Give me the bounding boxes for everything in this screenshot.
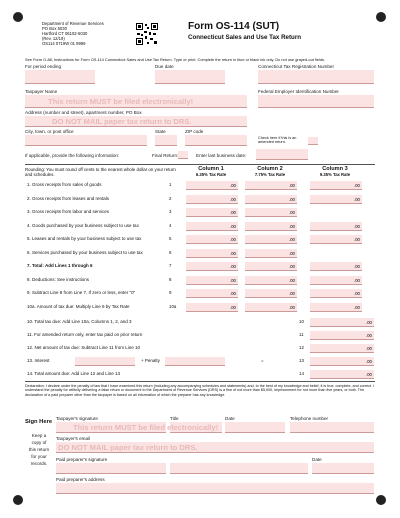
total-line-label: 11. For amended return only, enter tax paid on prior return bbox=[27, 332, 143, 337]
line-label: 8. Deductions: See instructions bbox=[27, 276, 90, 282]
line-amount-col-3[interactable] bbox=[310, 195, 362, 204]
total-line-number: 13 bbox=[299, 358, 304, 363]
line-amount-col-1[interactable] bbox=[186, 289, 238, 298]
zero-cents: .00 bbox=[288, 291, 295, 296]
line-label: 2. Gross receipts from leases and rentals bbox=[27, 195, 110, 201]
title-label: Title bbox=[170, 416, 179, 421]
registration-mark bbox=[13, 495, 23, 505]
form-title: Form OS-114 (SUT) bbox=[188, 21, 280, 32]
telephone-field[interactable] bbox=[290, 422, 374, 433]
line-number: 10a bbox=[169, 303, 177, 309]
line-amount-col-3 bbox=[310, 249, 362, 258]
zero-cents: .00 bbox=[288, 304, 295, 310]
zero-cents: .00 bbox=[229, 223, 236, 229]
line-amount-col-2[interactable] bbox=[245, 289, 297, 298]
line-amount-col-3 bbox=[310, 208, 362, 217]
zero-cents: .00 bbox=[353, 196, 360, 202]
ct-tax-reg-field[interactable] bbox=[258, 70, 374, 84]
line-row bbox=[25, 303, 380, 313]
address-label: Address (number and street), apartment number, PO Box bbox=[25, 110, 142, 115]
zero-cents: .00 bbox=[353, 291, 360, 296]
total-amount-field[interactable] bbox=[310, 370, 374, 379]
line-row bbox=[25, 289, 380, 299]
sign-here-label: Sign Here bbox=[25, 419, 53, 425]
preparer-date-label: Date bbox=[312, 457, 322, 462]
watermark-electronic-2: This return MUST be filed electronically! bbox=[73, 423, 219, 432]
line-label: 4. Goods purchased by your business subject to use tax bbox=[27, 222, 139, 228]
column-1-header: Column 1 6.35% Tax Rate bbox=[195, 166, 227, 177]
line-amount-col-2[interactable] bbox=[245, 249, 297, 258]
total-line-label: 10. Total tax due: Add Line 10a, Columns 1, 2, and 3 bbox=[27, 319, 132, 324]
preparer-address-label: Paid preparer's address bbox=[56, 477, 105, 482]
watermark-electronic: This return MUST be filed electronically! bbox=[48, 97, 194, 106]
zero-cents: .00 bbox=[288, 277, 295, 283]
zero-cents: .00 bbox=[288, 223, 295, 229]
telephone-label: Telephone number bbox=[290, 416, 329, 421]
line-amount-col-3[interactable] bbox=[310, 289, 362, 298]
zero-cents: .00 bbox=[288, 183, 295, 188]
final-return-note: If applicable, provide the following information: bbox=[25, 153, 120, 158]
line-amount-col-3[interactable] bbox=[310, 181, 362, 190]
form-subtitle: Connecticut Sales and Use Tax Return bbox=[188, 34, 302, 41]
line-label: 9. Subtract Line 8 from Line 7. If zero or less, enter "0" bbox=[27, 290, 136, 295]
total-line-number: 10 bbox=[299, 319, 304, 324]
line-label: 5. Leases and rentals by your business subject to use tax bbox=[27, 236, 142, 241]
taxpayer-name-label: Taxpayer Name bbox=[25, 89, 58, 94]
zero-cents: .00 bbox=[353, 264, 360, 269]
zero-cents: .00 bbox=[365, 372, 372, 377]
instructions: See Form O-88, Instructions for Form OS-114 Connecticut Sales and Use Tax Return. Type or print. Complete the return in blue or black ink only. Do not use grayed-out fields. bbox=[25, 57, 326, 62]
line-label: 10a. Amount of tax due: Multiply Line 9 by Tax Rate bbox=[27, 303, 130, 309]
zero-cents: .00 bbox=[353, 277, 360, 283]
line-label: 7. Total: Add Lines 1 through 6 bbox=[27, 263, 93, 268]
dept-address: Department of Revenue Services PO Box 5030 Hartford CT 06102-5030 (Rev. 12/19) OS114 0719W 01 9999 bbox=[42, 21, 104, 46]
line-amount-col-1[interactable] bbox=[186, 249, 238, 258]
line-number: 1 bbox=[169, 182, 172, 187]
zero-cents: .00 bbox=[229, 183, 236, 188]
period-ending-label: For period ending bbox=[25, 64, 62, 69]
state-label: State bbox=[155, 129, 166, 134]
total-line-row bbox=[25, 357, 380, 367]
zero-cents: .00 bbox=[229, 304, 236, 310]
total-line-label: 12. Net amount of tax due: Subtract Line 11 from Line 10 bbox=[27, 345, 140, 350]
zip-field[interactable] bbox=[185, 135, 247, 146]
total-line-row bbox=[25, 331, 380, 341]
line-amount-col-1[interactable] bbox=[186, 235, 238, 244]
zero-cents: .00 bbox=[365, 333, 372, 338]
watermark-no-paper-2: DO NOT MAIL paper tax return to DRS. bbox=[58, 443, 198, 452]
rounding-note: Rounding: You must round off cents to the nearest whole dollar on your return and schedules. bbox=[25, 167, 176, 178]
line-amount-col-2[interactable] bbox=[245, 195, 297, 204]
line-amount-col-3[interactable] bbox=[310, 262, 362, 271]
total-line-label: 14. Total amount due: Add Line 12 and Line 13 bbox=[27, 371, 120, 376]
zero-cents: .00 bbox=[288, 196, 295, 202]
line-amount-col-1[interactable] bbox=[186, 303, 238, 312]
zero-cents: .00 bbox=[229, 291, 236, 296]
equals-sign: = bbox=[261, 358, 264, 363]
penalty-field[interactable] bbox=[165, 357, 225, 366]
line-row bbox=[25, 181, 380, 191]
zero-cents: .00 bbox=[229, 264, 236, 269]
line-amount-col-2[interactable] bbox=[245, 303, 297, 312]
line-label: 1. Gross receipts from sales of goods bbox=[27, 182, 102, 187]
total-line-label: 13. Interest bbox=[27, 358, 50, 363]
fein-field[interactable] bbox=[258, 95, 374, 108]
total-amount-field[interactable] bbox=[310, 318, 374, 327]
line-number: 4 bbox=[169, 222, 172, 228]
final-return-label: Final Return: bbox=[152, 153, 179, 158]
total-line-number: 11 bbox=[299, 332, 304, 337]
registration-mark bbox=[376, 12, 386, 22]
due-date-label: Due date bbox=[155, 64, 174, 69]
line-amount-col-2[interactable] bbox=[245, 208, 297, 217]
total-line-number: 14 bbox=[299, 371, 304, 376]
zero-cents: .00 bbox=[365, 359, 372, 364]
line-amount-col-2[interactable] bbox=[245, 276, 297, 285]
line-amount-col-1[interactable] bbox=[186, 222, 238, 231]
qr-code bbox=[135, 22, 159, 46]
amended-check-label: Check here if this is an amended return. bbox=[258, 136, 297, 145]
zero-cents: .00 bbox=[229, 210, 236, 215]
preparer-signature-label: Paid preparer's signature bbox=[56, 457, 108, 462]
amended-checkbox[interactable] bbox=[308, 137, 318, 145]
total-line-number: 12 bbox=[299, 345, 304, 350]
line-row bbox=[25, 262, 380, 272]
keep-copy-note: Keep a copy of this return for your records. bbox=[28, 433, 50, 466]
last-business-date-label: Enter last business date: bbox=[196, 153, 247, 158]
zero-cents: .00 bbox=[353, 304, 360, 310]
line-amount-col-1[interactable] bbox=[186, 181, 238, 190]
total-amount-field[interactable] bbox=[310, 357, 374, 366]
line-amount-col-3[interactable] bbox=[310, 222, 362, 231]
zero-cents: .00 bbox=[229, 250, 236, 256]
zero-cents: .00 bbox=[365, 346, 372, 351]
penalty-label: + Penalty bbox=[141, 358, 160, 363]
watermark-no-paper: DO NOT MAIL paper tax return to DRS. bbox=[52, 117, 192, 126]
due-date-field[interactable] bbox=[155, 70, 225, 84]
zero-cents: .00 bbox=[229, 277, 236, 283]
interest-field[interactable] bbox=[75, 357, 135, 366]
zero-cents: .00 bbox=[365, 320, 372, 325]
zero-cents: .00 bbox=[353, 237, 360, 242]
line-label: 6. Services purchased by your business subject to use tax bbox=[27, 249, 143, 255]
total-amount-field[interactable] bbox=[310, 344, 374, 353]
declaration: Declaration: I declare under the penalty of law that I have examined this return (including any accompanying schedules and statements) and, to the best of my knowledge and belief, it is true, complete, and correct. I understand the penalty for willfully delivering a false return or document to the Department of Revenue Services (DRS) is a fine of not more than $5,000, imprisonment for not more than five years, or both. The declaration of a paid preparer other than the taxpayer is based on all information of which the preparer has any knowledge. bbox=[25, 384, 375, 397]
total-line-row bbox=[25, 318, 380, 328]
last-business-date-field[interactable] bbox=[256, 149, 308, 160]
taxpayer-email-label: Taxpayer's email bbox=[56, 436, 91, 441]
registration-mark bbox=[376, 495, 386, 505]
preparer-sig-extra-field[interactable] bbox=[170, 463, 308, 474]
taxpayer-signature-label: Taxpayer's signature bbox=[56, 416, 98, 421]
line-amount-col-3[interactable] bbox=[310, 235, 362, 244]
line-row bbox=[25, 222, 380, 232]
zip-label: ZIP code bbox=[185, 129, 204, 134]
line-number: 2 bbox=[169, 195, 172, 201]
line-label: 3. Gross receipts from labor and services bbox=[27, 209, 110, 214]
city-field[interactable] bbox=[25, 135, 147, 146]
column-2-header: Column 2 7.75% Tax Rate bbox=[254, 166, 286, 177]
city-label: City, town, or post office bbox=[25, 129, 74, 134]
preparer-date-field[interactable] bbox=[312, 463, 374, 474]
line-row bbox=[25, 235, 380, 245]
line-number: 5 bbox=[169, 236, 172, 241]
period-ending-field[interactable] bbox=[25, 70, 95, 84]
line-row bbox=[25, 276, 380, 286]
line-row bbox=[25, 208, 380, 218]
preparer-signature-field[interactable] bbox=[56, 463, 166, 474]
registration-mark bbox=[13, 12, 23, 22]
zero-cents: .00 bbox=[288, 210, 295, 215]
total-amount-field[interactable] bbox=[310, 331, 374, 340]
line-amount-col-1[interactable] bbox=[186, 208, 238, 217]
line-number: 7 bbox=[169, 263, 172, 268]
fein-label: Federal Employer Identification Number bbox=[258, 89, 339, 94]
column-3-header: Column 3 9.35% Tax Rate bbox=[319, 166, 351, 177]
line-row bbox=[25, 195, 380, 205]
zero-cents: .00 bbox=[353, 223, 360, 229]
line-number: 6 bbox=[169, 249, 172, 255]
line-row bbox=[25, 249, 380, 259]
total-line-row bbox=[25, 370, 380, 380]
total-line-row bbox=[25, 344, 380, 354]
zero-cents: .00 bbox=[288, 264, 295, 269]
line-number: 8 bbox=[169, 276, 172, 282]
final-return-checkbox[interactable] bbox=[178, 151, 188, 159]
ct-tax-reg-label: Connecticut Tax Registration Number bbox=[258, 64, 335, 69]
date-field[interactable] bbox=[225, 422, 285, 433]
date-label: Date bbox=[225, 416, 235, 421]
line-amount-col-2[interactable] bbox=[245, 262, 297, 271]
zero-cents: .00 bbox=[353, 183, 360, 188]
preparer-address-field[interactable] bbox=[56, 483, 374, 494]
line-amount-col-2[interactable] bbox=[245, 181, 297, 190]
zero-cents: .00 bbox=[288, 250, 295, 256]
state-field[interactable] bbox=[155, 135, 177, 146]
line-amount-col-2[interactable] bbox=[245, 235, 297, 244]
line-amount-col-3[interactable] bbox=[310, 276, 362, 285]
line-number: 3 bbox=[169, 209, 172, 214]
zero-cents: .00 bbox=[229, 196, 236, 202]
zero-cents: .00 bbox=[288, 237, 295, 242]
zero-cents: .00 bbox=[229, 237, 236, 242]
line-number: 9 bbox=[169, 290, 172, 295]
line-amount-col-1[interactable] bbox=[186, 262, 238, 271]
line-amount-col-3[interactable] bbox=[310, 303, 362, 312]
line-amount-col-1[interactable] bbox=[186, 276, 238, 285]
line-amount-col-2[interactable] bbox=[245, 222, 297, 231]
line-amount-col-1[interactable] bbox=[186, 195, 238, 204]
